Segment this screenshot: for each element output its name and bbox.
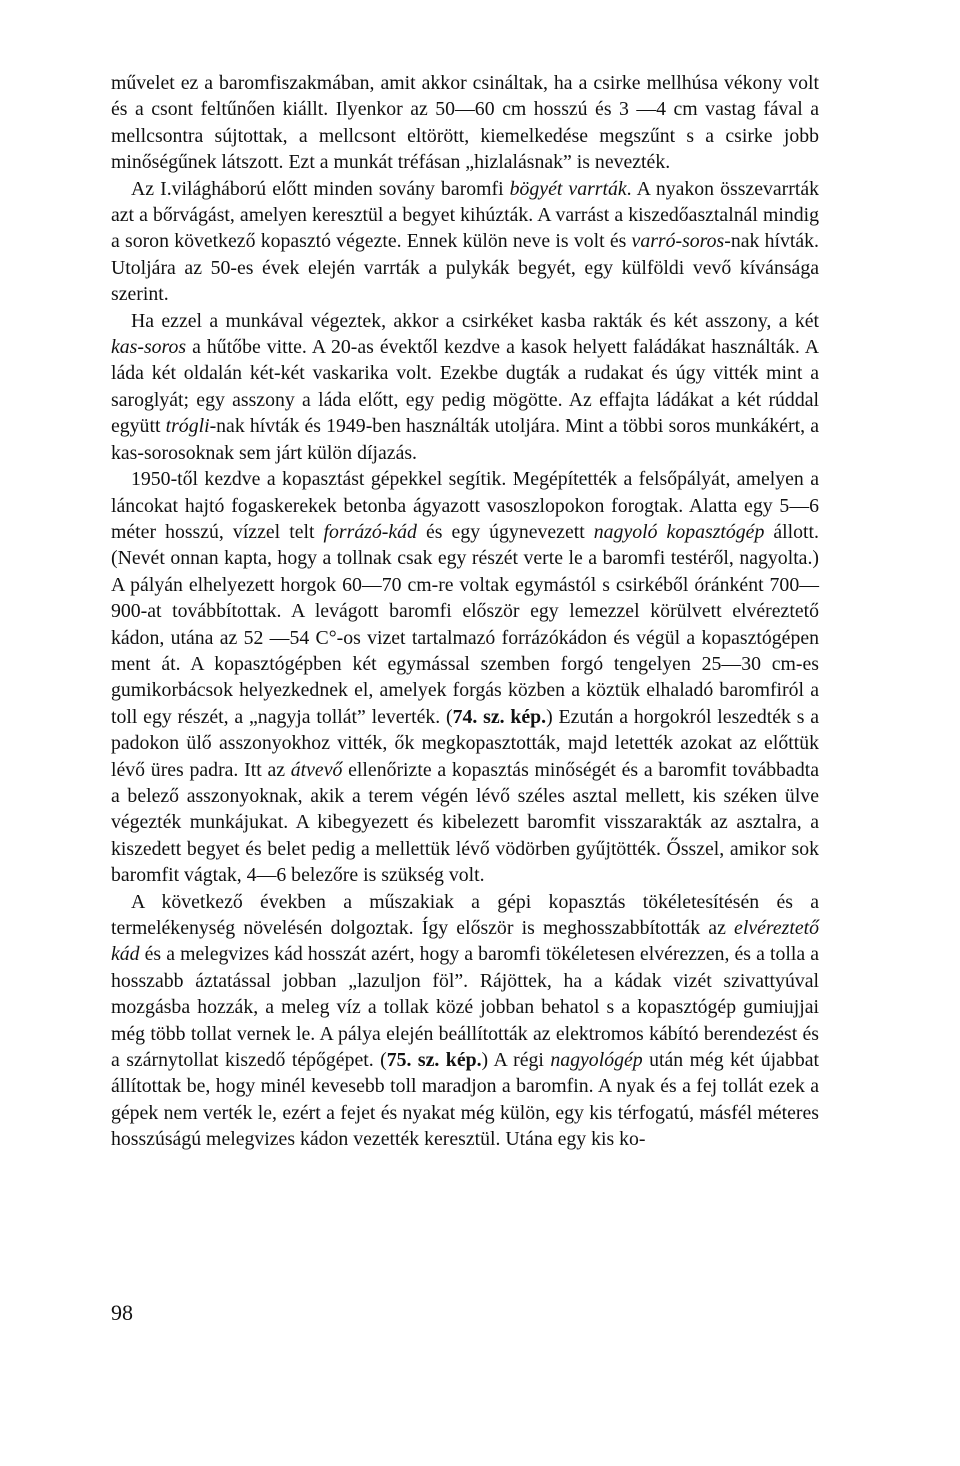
italic-term: átvevő [290,758,343,781]
italic-term: forrázó-kád [323,520,417,543]
italic-term: kas-soros [111,336,187,359]
italic-term: nagyoló kopasztógép [593,520,765,543]
text-run: Az I.világháború előtt minden sovány baromfi [131,177,510,200]
figure-reference: 75. sz. kép. [386,1049,482,1072]
italic-term: bögyét varrták [509,177,627,200]
page-number: 98 [111,1300,133,1325]
text-run: ) Ezután a horgokról leszedték s a padokon ülő asszonyokhoz vitték, ők megkopasztották, majd letették azokat az előttük lévő üres padra. Itt az [111,705,819,781]
italic-term: nagyológép [550,1049,643,1072]
text-run: ellenőrizte a kopasztás minőségét és a baromfit továbbadta a belező asszonyoknak, akik a terem végén lévő széles asztal mellett, kis széken ülve végezték munkájukat. A kibegyezett és kibelezett baromfit visszarakták az asztalra, a kiszedett begyet és belet pedig a mellettük lévő vödörben gyűjtötték. Ősszel, amikor sok baromfit vágtak, 4—6 belezőre is szükség volt. [111,758,819,887]
text-run: után még két újabbat állítottak be, hogy minél kevesebb toll maradjon a baromfin. A nyak és a fej tollát ezek a gépek nem verték le, ezért a fejet és nyakat még külön, egy kis térfogatú, másfél méteres hosszúságú melegvizes kádon vezették keresztül. Utána egy kis ko- [111,1049,819,1151]
paragraph-1 [111,70,819,176]
text-run: a hűtőbe vitte. A 20-as évektől kezdve a kasok helyett faládákat használták. A láda két oldalán két-két vaskarika volt. Ezekbe dugták a rudakat és úgy vitték mint a saroglyát; egy asszony a láda előtt, egy pedig mögötte. Az effajta ládákat a két rúddal együtt [111,336,819,438]
text-run: művelet ez a baromfiszakmában, amit akkor csináltak, ha a csirke mellhúsa vékony volt és a csont feltűnően kiállt. Ilyenkor az 50—60 cm hosszú és 3 —4 cm vastag fával a mellcsontra sújtottak, a mellcsont eltörött, kiemelkedése megszűnt s a csirke jobb minőségűnek látszott. Ezt a munkát tréfásan „hizlalásnak” is nevezték. [111,72,819,174]
text-run: . A nyakon összevarrták azt a bőrvágást, amelyen keresztül a begyet kihúzták. A varrást a kiszedőasztalnál mindig a soron következő kopasztó végezte. Ennek külön neve is volt és [111,177,819,253]
text-run: Ha ezzel a munkával végeztek, akkor a csirkéket kasba rakták és két asszony, a két [131,309,819,332]
page-body [111,70,819,1153]
text-run: A következő években a műszakiak a gépi kopasztás tökéletesítésén és a termelékenység növelésén dolgoztak. Így először is meghosszabbították az [111,890,819,939]
figure-reference: 74. sz. kép. [452,705,547,728]
text-run: és a melegvizes kád hosszát azért, hogy a baromfi tökéletesen elvérezzen, és a tolla a hosszabb áztatással jobban „lazuljon föl”. Rájöttek, ha a kádak vizét szivattyúval mozgásba hozzák, a meleg víz a tollak közé jobban behatol s a kopasztógép gumiujjai még több tollat vernek le. A pálya elején beállították az elektromos kábító berendezést és a szárnytollat kiszedő tépőgépet. ( [111,943,819,1072]
italic-term: trógli [165,415,210,438]
italic-term: elvéreztető kád [111,917,819,966]
text-run: és egy úgynevezett [416,520,594,543]
paragraph-2 [111,176,819,308]
paragraph-3 [111,308,819,466]
text-run: állott. (Nevét onnan kapta, hogy a tollnak csak egy részét verte le a baromfi testéről, nagyolta.) A pályán elhelyezett horgok 60—70 cm-re voltak egymástól s csirkéből óránként 700—900-at továbbítottak. A levágott baromfi először egy lemezzel körülvett elvéreztető kádon, utána az 52 —54 C°-os vizet tartalmazó forrázókádon és végül a kopasztógépen ment át. A kopasztógépben két egymással szemben forgó tengelyen 25—30 cm-es gumikorbácsok helyezkednek el, amelyek forgás közben a köztük elhaladó baromfiról a toll egy részét, a „nagyja tollát” leverték. ( [111,520,819,728]
paragraph-5 [111,889,819,1153]
italic-term: varró-soros [631,230,725,253]
text-run: ) A régi [481,1049,551,1072]
text-run: -nak hívták és 1949-ben használták utoljára. Mint a többi soros munkákért, a kas-sorosoknak sem járt külön díjazás. [111,415,819,464]
text-run: -nak hívták. Utoljára az 50-es évek elején varrták a pulykák begyét, egy külföldi vevő kívánsága szerint. [111,230,819,306]
text-run: 1950-től kezdve a kopasztást gépekkel segítik. Megépítették a felsőpályát, amelyen a láncokat hajtó fogaskerekek betonba ágyazott vasoszlopokon forogtak. Alatta egy 5—6 méter hosszú, vízzel telt [111,468,819,543]
paragraph-4 [111,466,819,889]
